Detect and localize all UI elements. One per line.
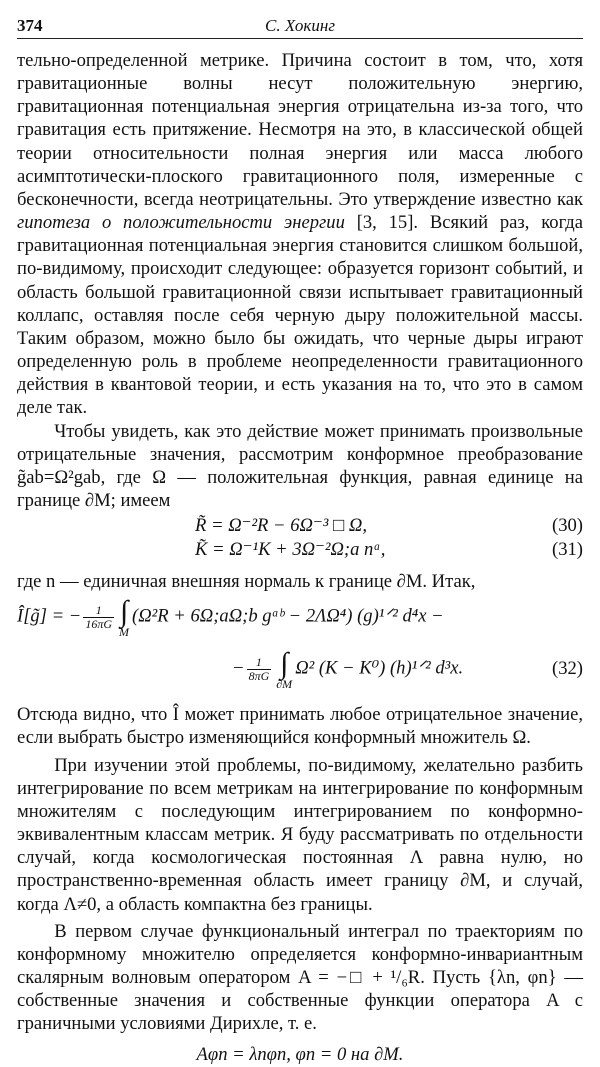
equation-31 [17, 538, 583, 562]
paragraph-4: Отсюда видно, что Î может принимать любое отрицательное значение, если выбрать быстро изменяющийся конформный множитель Ω. [17, 704, 583, 749]
paragraph-1 [17, 49, 583, 420]
equation-32-line-2 [17, 649, 583, 693]
equation-32-fraction-1 [83, 604, 114, 631]
equation-32-integrand-2: Ω² (K − K⁰) (h)¹ᐟ² d³x. [295, 657, 464, 679]
fraction-1-denominator: 16πG [85, 616, 113, 631]
fraction-2-denominator: 8πG [248, 668, 270, 683]
integral-2-domain: ∂M [276, 677, 293, 692]
paragraph-1-italic: гипотеза о положительности энергии [17, 212, 345, 234]
equation-32-number: (32) [552, 658, 583, 680]
equation-30-body: R̃ = Ω⁻²R − 6Ω⁻³ □ Ω, [195, 515, 367, 537]
equation-32-fraction-2 [247, 656, 272, 683]
paragraph-3: где n — единичная внешняя нормаль к границе ∂M. Итак, [17, 571, 476, 593]
equation-32-lhs: Î[g̃] = − [17, 605, 82, 627]
equation-32-integrand-1: (Ω²R + 6Ω;aΩ;b gᵃᵇ − 2ΛΩ⁴) (g)¹ᐟ² d⁴x − [132, 605, 444, 627]
equation-32-line-1 [17, 597, 583, 641]
equation-30-number: (30) [552, 515, 583, 537]
paragraph-5: При изучении этой проблемы, по-видимому, желательно разбить интегрирование по всем метрикам на интегрирование по конформным множителям с последующим интегрированием по конформно-эквивалентным классам метрик. Я буду рассматривать по отдельности случай, когда космологическая постоянная Λ равна нулю, но пространственно-временная область имеет границу ∂M, и случай, когда Λ≠0, а область компактна без границы. [17, 754, 583, 915]
equation-30 [17, 514, 583, 538]
running-header [17, 14, 583, 39]
equation-31-body: K̃ = Ω⁻¹K + 3Ω⁻²Ω;a nᵃ, [195, 539, 386, 561]
integral-1-domain: M [119, 625, 130, 640]
paragraph-6: В первом случае функциональный интеграл по траекториям по конформному множителю определяется конформно-инвариантным скалярным волновым оператором A = −□ + ¹/₆R. Пусть {λn, φn} — собственные значения и собственные функции оператора A с граничными условиями Дирихле, т. е. [17, 920, 583, 1035]
equation-31-number: (31) [552, 539, 583, 561]
fraction-2-numerator: 1 [247, 656, 272, 670]
paragraph-1-rest: [3, 15]. Всякий раз, когда гравитационная потенциальная энергия становится слишком большой, по-видимому, происходит следующее: образуется горизонт событий, и область большой гравитационной связи испытывает гравитационный коллапс, оставляя после себя черную дыру положительной массы. Таким образом, можно было бы ожидать, что черные дыры играют определенную роль в проблеме неопределенности гравитационного действия в квантовой теории, и есть указания на то, что это в самом деле так. [17, 212, 583, 419]
page [17, 14, 583, 1067]
integral-sign-2: ∫ ∂M [276, 647, 293, 692]
equation-32-line-2-lhs: − [232, 657, 245, 679]
equation-eigenvalue: Aφn = λnφn, φn = 0 на ∂M. [196, 1044, 404, 1066]
page-number: 374 [17, 16, 43, 35]
paragraph-2: Чтобы увидеть, как это действие может принимать произвольные отрицательные значения, рассмотрим конформное преобразование g̃ab=Ω²gab, где Ω — положительная функция, равная единице на границе ∂M; имеем [17, 420, 583, 511]
paragraph-1-text: тельно-определенной метрике. Причина состоит в том, что, хотя гравитационные волны несут положительную энергию, гравитационная потенциальная энергия отрицательна из-за того, что гравитация есть притяжение. Несмотря на это, в классической общей теории относительности полная энергия или масса любого асимптотически-плоского гравитационного поля, измеренные с бесконечности, всегда неотрицательны. Это утверждение известно как [17, 50, 583, 210]
integral-sign-1: ∫ M [119, 595, 130, 640]
running-title: С. Хокинг [265, 16, 335, 35]
fraction-1-numerator: 1 [83, 604, 114, 618]
